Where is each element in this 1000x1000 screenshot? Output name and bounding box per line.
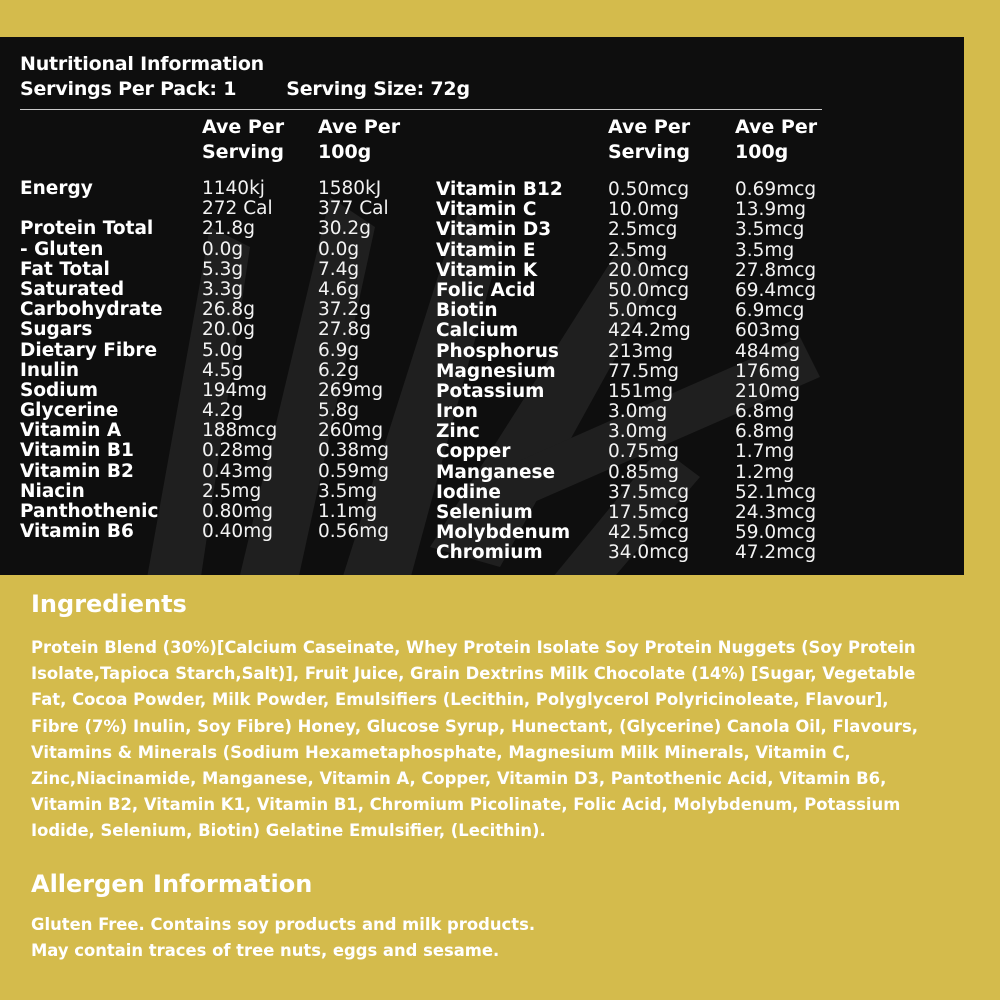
nutrient-row — [20, 260, 420, 280]
nutrient-label: Vitamin D3 — [436, 219, 552, 241]
nutrient-label: - Gluten — [20, 238, 104, 260]
per-serving-value: 272 Cal — [202, 198, 273, 220]
per-serving-value: 0.75mg — [608, 441, 679, 463]
nutrient-row — [436, 422, 856, 442]
nutrient-row — [20, 341, 420, 361]
nutrient-row — [436, 463, 856, 483]
nutrient-label: Vitamin K — [436, 259, 538, 281]
per-serving-value: 4.5g — [202, 359, 244, 381]
per-serving-value: 5.0mcg — [608, 300, 678, 322]
per-100g-value: 27.8g — [318, 319, 371, 341]
nutrient-row — [20, 421, 420, 441]
nutrient-row — [436, 503, 856, 523]
per-serving-value: 42.5mcg — [608, 522, 690, 544]
servings-line — [20, 78, 470, 100]
per-serving-value: 194mg — [202, 379, 268, 401]
nutrient-label: Vitamin B12 — [436, 179, 563, 200]
per-serving-value: 213mg — [608, 340, 674, 362]
nutrient-row — [20, 482, 420, 502]
nutrient-row — [436, 362, 856, 382]
nutrient-row — [20, 522, 420, 542]
ingredients-line: Zinc,Niacinamide, Manganese, Vitamin A, Copper, Vitamin D3, Pantothenic Acid, Vitamin B6, — [31, 769, 887, 789]
ingredients-text — [31, 635, 961, 845]
nutrient-label: Sugars — [20, 319, 93, 341]
nutrient-row — [436, 261, 856, 281]
nutrient-label: Molybdenum — [436, 522, 571, 544]
per-serving-value: 17.5mcg — [608, 502, 690, 523]
per-100g-value: 3.5mcg — [735, 219, 805, 241]
per-100g-value: 1.1mg — [318, 501, 378, 522]
nutrient-row — [20, 199, 420, 219]
per-100g-value: 4.6g — [318, 278, 360, 300]
nutrient-label: Vitamin B2 — [20, 460, 134, 482]
ingredients-line: Iodide, Selenium, Biotin) Gelatine Emulsifier, (Lecithin). — [31, 821, 546, 841]
per-serving-value: 1140kj — [202, 178, 265, 199]
col-head-line: Serving — [202, 141, 284, 163]
per-100g-value: 176mg — [735, 360, 801, 382]
allergen-heading: Allergen Information — [31, 870, 313, 898]
nutrient-label: Biotin — [436, 300, 498, 322]
per-100g-value: 1.7mg — [735, 441, 795, 463]
nutrient-label: Phosphorus — [436, 340, 559, 362]
col-head-line: 100g — [735, 141, 789, 163]
nutrient-label: Folic Acid — [436, 279, 536, 301]
allergen-line: Gluten Free. Contains soy products and milk products. — [31, 915, 536, 934]
nutrient-row — [436, 180, 856, 200]
nutrient-label: Vitamin C — [436, 199, 537, 221]
per-serving-value: 151mg — [608, 380, 674, 402]
per-serving-value: 3.0mg — [608, 421, 668, 443]
allergen-line: May contain traces of tree nuts, eggs and sesame. — [31, 941, 500, 960]
nutrient-label: Glycerine — [20, 400, 119, 422]
nutrient-label: Iron — [436, 401, 478, 423]
per-serving-value: 0.50mcg — [608, 179, 690, 200]
ingredients-line: Fibre (7%) Inulin, Soy Fibre) Honey, Glucose Syrup, Hunectant, (Glycerine) Canola Oil, Flavours, — [31, 716, 918, 736]
per-100g-value: 13.9mg — [735, 199, 806, 221]
nutrient-label: Panthothenic — [20, 501, 159, 522]
nutrient-row — [436, 402, 856, 422]
nutrient-label: Niacin — [20, 480, 85, 502]
per-100g-value: 52.1mcg — [735, 481, 817, 503]
col-head-line: 100g — [318, 141, 372, 163]
nutrient-label: Chromium — [436, 542, 543, 564]
per-100g-value: 484mg — [735, 340, 801, 362]
per-100g-value: 24.3mcg — [735, 502, 817, 523]
per-serving-value: 5.0g — [202, 339, 244, 361]
per-serving-value: 20.0mcg — [608, 259, 690, 281]
col-head-line: Ave Per — [735, 116, 818, 138]
per-100g-value: 6.9g — [318, 339, 360, 361]
ingredients-heading: Ingredients — [31, 590, 187, 618]
nutrient-row — [20, 462, 420, 482]
ingredients-line: Isolate,Tapioca Starch,Salt)], Fruit Juice, Grain Dextrins Milk Chocolate (14%) [Sugar, Vegetable — [31, 664, 916, 684]
ingredients-line: Fat, Cocoa Powder, Milk Powder, Emulsifiers (Lecithin, Polyglycerol Polyricinoleate, Flavour], — [31, 690, 889, 710]
col-head-100g-left — [318, 115, 400, 165]
per-100g-value: 377 Cal — [318, 198, 389, 220]
nutrient-row — [20, 401, 420, 421]
nutrient-row — [436, 442, 856, 462]
per-100g-value: 0.69mcg — [735, 179, 817, 200]
ingredients-line: Vitamin B2, Vitamin K1, Vitamin B1, Chromium Picolinate, Folic Acid, Molybdenum, Potassium — [31, 795, 901, 815]
nutrient-label: Calcium — [436, 320, 519, 342]
ingredients-line: Protein Blend (30%)[Calcium Caseinate, Whey Protein Isolate Soy Protein Nuggets (Soy Protein — [31, 638, 916, 657]
col-head-serving-right — [608, 115, 690, 165]
per-100g-value: 59.0mcg — [735, 522, 817, 544]
per-100g-value: 6.9mcg — [735, 300, 805, 322]
allergen-text — [31, 912, 535, 964]
per-serving-value: 188mcg — [202, 420, 278, 442]
col-head-line: Ave Per — [202, 116, 285, 138]
nutrient-label: Magnesium — [436, 360, 556, 382]
per-100g-value: 0.38mg — [318, 440, 389, 462]
per-100g-value: 1580kJ — [318, 178, 382, 199]
servings-per-pack: Servings Per Pack: 1 — [20, 78, 237, 100]
nutrient-row — [20, 179, 420, 199]
per-serving-value: 21.8g — [202, 218, 255, 240]
per-serving-value: 3.0mg — [608, 401, 668, 423]
per-100g-value: 3.5mg — [318, 480, 378, 502]
nutrient-label: Copper — [436, 441, 511, 463]
per-100g-value: 0.56mg — [318, 521, 389, 543]
per-100g-value: 210mg — [735, 380, 801, 402]
nutrient-row — [20, 502, 420, 522]
header-divider — [20, 109, 822, 110]
nutrient-row — [436, 220, 856, 240]
per-serving-value: 0.0g — [202, 238, 244, 260]
nutrient-label: Selenium — [436, 502, 533, 523]
nutrient-label: Carbohydrate — [20, 299, 163, 321]
per-100g-value: 0.59mg — [318, 460, 389, 482]
col-head-line: Serving — [608, 141, 690, 163]
per-100g-value: 3.5mg — [735, 239, 795, 261]
nutrient-row — [436, 200, 856, 220]
nutrient-row — [436, 301, 856, 321]
per-100g-value: 69.4mcg — [735, 279, 817, 301]
per-serving-value: 50.0mcg — [608, 279, 690, 301]
nutrient-row — [436, 342, 856, 362]
per-serving-value: 0.80mg — [202, 501, 273, 522]
nutrient-row — [20, 219, 420, 239]
per-serving-value: 5.3g — [202, 258, 244, 280]
col-head-serving-left — [202, 115, 284, 165]
nutrient-label: Manganese — [436, 461, 556, 483]
nutrient-label: Vitamin A — [20, 420, 122, 442]
nutrient-row — [436, 241, 856, 261]
nutrient-row — [20, 280, 420, 300]
per-100g-value: 0.0g — [318, 238, 360, 260]
per-100g-value: 6.8mg — [735, 421, 795, 443]
nutrient-row — [20, 240, 420, 260]
nutrient-row — [436, 281, 856, 301]
nutrient-row — [436, 382, 856, 402]
nutrient-label: Inulin — [20, 359, 80, 381]
per-100g-value: 5.8g — [318, 400, 360, 422]
per-100g-value: 30.2g — [318, 218, 371, 240]
nutrient-label: Vitamin B6 — [20, 521, 134, 543]
col-head-100g-right — [735, 115, 817, 165]
per-serving-value: 0.85mg — [608, 461, 679, 483]
nutrient-label: Energy — [20, 178, 93, 199]
nutrient-label: Dietary Fibre — [20, 339, 158, 361]
nutrient-label: Iodine — [436, 481, 501, 503]
nutrient-label: Fat Total — [20, 258, 110, 280]
per-serving-value: 424.2mg — [608, 320, 691, 342]
nutrient-row — [436, 523, 856, 543]
per-100g-value: 269mg — [318, 379, 384, 401]
per-serving-value: 2.5mcg — [608, 219, 678, 241]
per-serving-value: 37.5mcg — [608, 481, 690, 503]
nutrient-row — [436, 543, 856, 563]
nutrient-row — [20, 361, 420, 381]
per-100g-value: 260mg — [318, 420, 384, 442]
ingredients-line: Vitamins & Minerals (Sodium Hexametaphosphate, Magnesium Milk Minerals, Vitamin C, — [31, 742, 851, 762]
per-serving-value: 0.28mg — [202, 440, 273, 462]
nutrient-row — [436, 321, 856, 341]
per-serving-value: 34.0mcg — [608, 542, 690, 564]
per-serving-value: 10.0mg — [608, 199, 679, 221]
nutrient-label: Protein Total — [20, 218, 154, 240]
nutrition-title: Nutritional Information — [20, 53, 264, 75]
nutrient-label: Saturated — [20, 278, 125, 300]
nutrient-label: Potassium — [436, 380, 545, 402]
per-serving-value: 0.43mg — [202, 460, 273, 482]
nutrient-table-left — [20, 179, 420, 542]
nutrient-label: Vitamin B1 — [20, 440, 134, 462]
per-serving-value: 4.2g — [202, 400, 244, 422]
per-serving-value: 0.40mg — [202, 521, 273, 543]
per-100g-value: 37.2g — [318, 299, 371, 321]
nutrient-row — [20, 381, 420, 401]
per-100g-value: 7.4g — [318, 258, 360, 280]
per-serving-value: 2.5mg — [608, 239, 668, 261]
per-serving-value: 77.5mg — [608, 360, 679, 382]
nutrient-table-right — [436, 180, 856, 564]
col-head-line: Ave Per — [318, 116, 401, 138]
nutrient-row — [20, 441, 420, 461]
per-serving-value: 2.5mg — [202, 480, 262, 502]
col-head-line: Ave Per — [608, 116, 691, 138]
per-100g-value: 603mg — [735, 320, 801, 342]
per-100g-value: 27.8mcg — [735, 259, 817, 281]
per-serving-value: 20.0g — [202, 319, 255, 341]
nutrient-label: Sodium — [20, 379, 99, 401]
per-serving-value: 3.3g — [202, 278, 244, 300]
nutrient-label: Zinc — [436, 421, 480, 443]
per-100g-value: 6.2g — [318, 359, 360, 381]
nutrition-panel — [0, 37, 964, 575]
nutrient-row — [436, 483, 856, 503]
serving-size: Serving Size: 72g — [286, 78, 470, 100]
per-100g-value: 47.2mcg — [735, 542, 817, 564]
nutrient-row — [20, 300, 420, 320]
nutrient-label: Vitamin E — [436, 239, 536, 261]
per-100g-value: 6.8mg — [735, 401, 795, 423]
nutrient-row — [20, 320, 420, 340]
per-100g-value: 1.2mg — [735, 461, 795, 483]
per-serving-value: 26.8g — [202, 299, 255, 321]
